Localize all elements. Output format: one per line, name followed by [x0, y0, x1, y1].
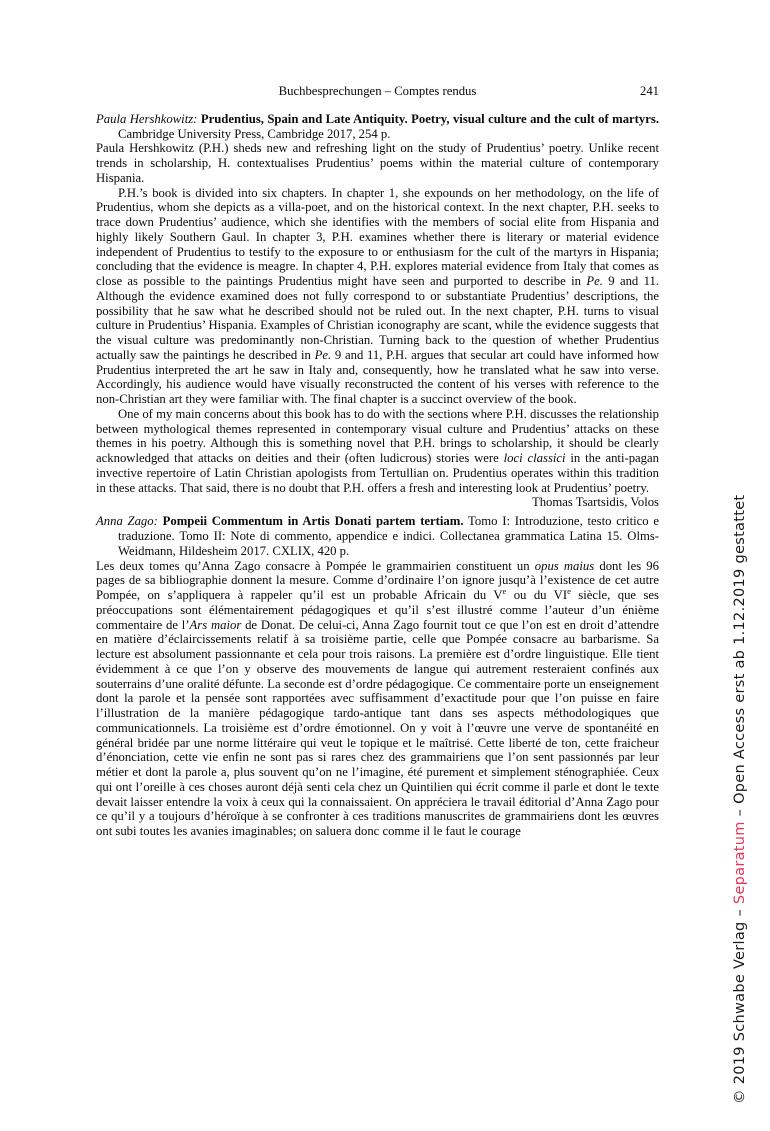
text-run: 9 and 11. Although the evidence examined does not fully correspond to or substantiate Prudentius’ descriptions, the possibility that he saw what he described should not be ruled out. In the next chapter, P.H. turns to visual culture in Prudentius’ Hispania. Examples of Christian iconography are scant, while the evidence suggests that the visual culture was predominantly non-Christian. Turning back to the question of whether Prudentius actually saw the paintings he described in: [96, 274, 659, 362]
running-head: Buchbesprechungen – Comptes rendus: [278, 84, 477, 98]
text-run: Pe.: [314, 347, 332, 362]
text-run: Pe.: [586, 274, 603, 288]
text-run: loci classici: [503, 451, 566, 465]
review-heading: [96, 112, 659, 142]
text-run: Anna Zago:: [96, 514, 163, 529]
text-run: e: [567, 585, 571, 596]
copyright-margin-note: [732, 495, 748, 1104]
review-paragraph: [96, 559, 659, 839]
text-run: One of my main concerns about this book has to do with the sections where P.H. discusses the relationship between mythological themes represented in contemporary visual culture and Prudentius’ attacks on these themes in his poetry. Although this is something novel that P.H. brings to scholarship, it should be clearly acknowledged that attacks on deities and their (often ludicrous) stories were: [96, 406, 659, 465]
margin-note-prefix: © 2019 Schwabe Verlag –: [732, 904, 748, 1104]
review-paragraph: [96, 406, 659, 510]
text-run: e: [502, 585, 507, 596]
text-run: Prudentius, Spain and Late Antiquity. Poetry, visual culture and the cult of martyrs.: [200, 111, 659, 126]
text-run: ou du VI: [506, 588, 568, 602]
review-heading: [96, 514, 659, 558]
text-run: Cambridge University Press, Cambridge 2017, 254 p.: [118, 126, 391, 141]
text-run: opus maius: [534, 558, 595, 573]
page-number: 241: [639, 84, 659, 98]
margin-note-suffix: – Open Access erst ab 1.12.2019 gestattet: [732, 494, 748, 822]
book-reviews: [96, 112, 659, 839]
text-run: dont les 96 pages de sa bibliographie donnent la mesure. Comme d’ordinaire l’on ignore jusqu’à l’existence de cet autre Pompée, on s’appliquera à rappeler qu’il est un probable Africain du V: [96, 558, 659, 602]
review-paragraph: [96, 186, 659, 407]
book-review: [96, 514, 659, 839]
page-header: [96, 84, 659, 99]
text-run: Tomo I: Introduzione, testo critico e traduzione. Tomo II: Note di commento, appendice e indici. Collectanea grammatica Latina 15. Olms-Weidmann, Hildesheim 2017. CXLIX, 420 p.: [118, 514, 660, 558]
margin-note-separatum: Separatum: [732, 821, 748, 905]
book-review: [96, 111, 659, 510]
page-content: [96, 84, 659, 839]
text-run: Ars maior: [189, 617, 242, 632]
review-paragraph: [96, 141, 659, 185]
text-run: siècle, que ses préoccupations sont élémentairement pédagogiques et qu’il s’est illustré comme l’auteur d’un énième commentaire de l’: [96, 588, 659, 632]
reviewer-signature: Thomas Tsartsidis, Volos: [531, 495, 659, 510]
text-run: Pompeii Commentum in Artis Donati partem tertiam.: [162, 514, 464, 529]
text-run: 9 and 11, P.H. argues that secular art could have informed how Prudentius interpreted the art he saw in Italy and, consequently, how he translated what he saw into verse. Accordingly, his audience would have visually reconstructed the content of his verses with reference to the non-Christian art they were familiar with. The final chapter is a succinct overview of the book.: [96, 347, 659, 406]
text-run: Paula Hershkowitz (P.H.) sheds new and refreshing light on the study of Prudentius’ poetry. Unlike recent trends in scholarship, H. contextualises Prudentius’ poems within the material culture of contemporary Hispania.: [96, 141, 659, 185]
text-run: de Donat. De celui-ci, Anna Zago fournit tout ce que l’on est en droit d’attendre en matière d’éclaircissements relatif à sa troisième partie, celle que Pompée consacre au barbarisme. Sa lecture est absolument passionnante et cela pour trois raisons. La première est d’ordre linguistique. Elle tient évidemment à ce que l’on y observe des mouvements de langue qui autrement resteraient confinés aux souterrains d’une oralité défunte. La seconde est d’ordre pédagogique. Ce commentaire porte un enseignement dont la parole et la pensée sont rapportées avec suffisamment d’exactitude pour que l’on puisse en faire l’illustration de la manière pédagogique tardo-antique tant dans ses aspects méthodologiques que communicationnels. La troisième est d’ordre émotionnel. On y voit à l’œuvre une verve de spontanéité en général bridée par une norme littéraire qui veut le topique et le maîtrisé. Cette liberté de ton, cette fraicheur d’énonciation, cette vie enfin ne sont pas si rares chez des grammairiens que l’on sent passionnés par leur métier et dont la parole a, plus souvent qu’on ne l’imagine, été purement et simplement sténographiée. Ceux qui ont l’oreille à ces choses auront déjà senti cela chez un Quintilien qui écrit comme il parle et dont le texte devait laisser entendre la voix à ceux qui la connaissaient. On appréciera le travail éditorial d’Anna Zago pour ce qu’il y a toujours d’héroïque à se confronter à ces traditions manuscrites de grammairiens dont les œuvres ont subi toutes les avanies imaginables; on saluera donc comme il le faut le courage: [96, 617, 659, 838]
text-run: Paula Hershkowitz:: [96, 111, 201, 126]
text-run: Les deux tomes qu’Anna Zago consacre à Pompée le grammairien constituent un: [96, 558, 535, 573]
text-run: P.H.’s book is divided into six chapters. In chapter 1, she expounds on her methodology, on the life of Prudentius, whom she depicts as a villa-poet, and on the historical context. In the next chapter, P.H. seeks to trace down Prudentius’ audience, which she identifies with the members of social elite from Hispania and highly likely Southern Gaul. In chapter 3, P.H. examines whether there is literary or material evidence independent of Prudentius to testify to the exposure to or enthusiasm for the cult of the martyrs in Hispania; concluding that the evidence is meagre. In chapter 4, P.H. explores material evidence from Italy that comes as close as possible to the paintings Prudentius might have seen and purported to describe in: [96, 185, 659, 288]
text-run: in the anti-pagan invective repertoire of Latin Christian apologists from Tertullian on. Prudentius operates within this tradition in these attacks. That said, there is no doubt that P.H. offers a fresh and interesting look at Prudentius’ poetry.: [96, 451, 659, 495]
